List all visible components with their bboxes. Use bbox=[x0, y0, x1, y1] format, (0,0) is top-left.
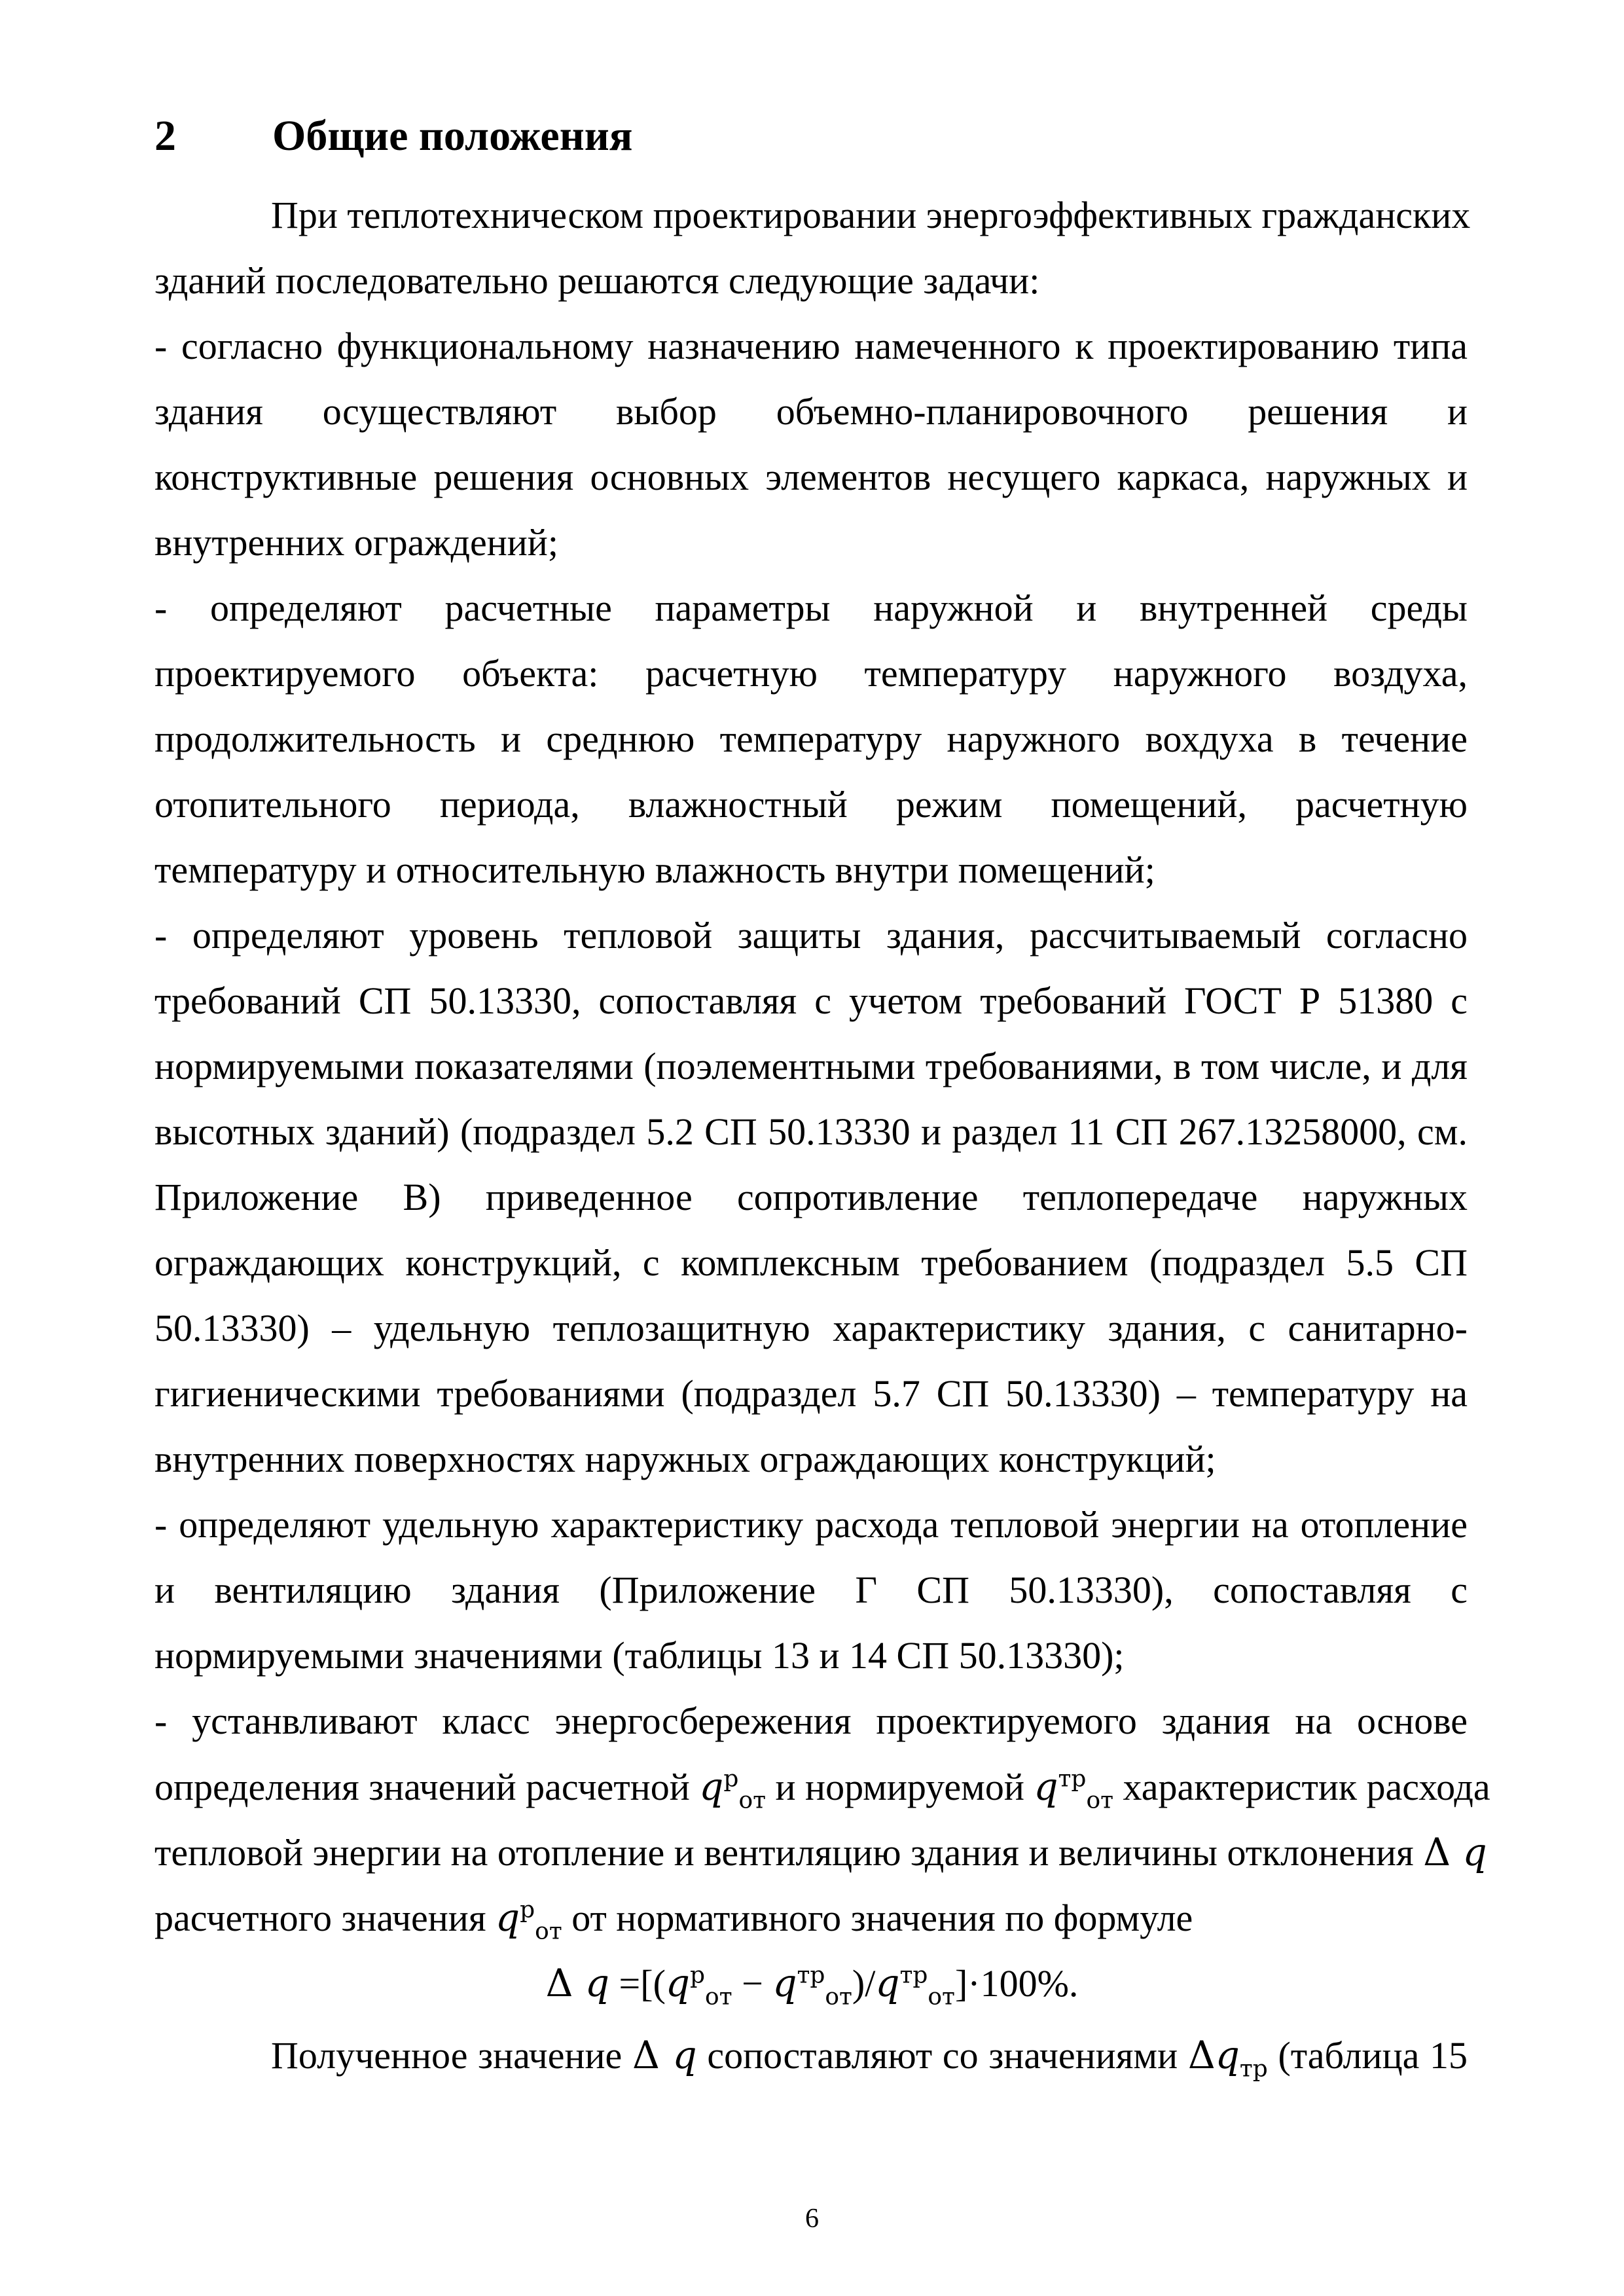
math-delta-q: Δ q bbox=[632, 2033, 697, 2077]
math-q-calc: $q^р_{от}$ bbox=[496, 1895, 562, 1945]
page-number: 6 bbox=[805, 2204, 819, 2234]
text-line: здания осуществляют выбор объемно-планировочного решения и bbox=[154, 390, 1468, 433]
text-line: - определяют уровень тепловой защиты здания, рассчитываемый согласно bbox=[154, 914, 1468, 957]
text-line: требований СП 50.13330, сопоставляя с учетом требований ГОСТ Р 51380 с bbox=[154, 979, 1468, 1022]
text-line: нормируемыми значениями (таблицы 13 и 14 СП 50.13330); bbox=[154, 1634, 1125, 1677]
text-line: 50.13330) – удельную теплозащитную характеристику здания, с санитарно- bbox=[154, 1307, 1468, 1349]
text-line: и вентиляцию здания (Приложение Г СП 50.13330), сопоставляя с bbox=[154, 1569, 1468, 1611]
text-line-with-math: тепловой энергии на отопление и вентиляцию здания и величины отклонения Δ q bbox=[154, 1830, 1487, 1874]
text-line: отопительного периода, влажностный режим помещений, расчетную bbox=[154, 783, 1468, 826]
text-line: - определяют расчетные параметры наружной и внутренней среды bbox=[154, 587, 1468, 629]
section-number: 2 bbox=[154, 112, 176, 160]
formula: Δ $q =[(q^р_{от} - q^{тр}_{от})/q^{тр}_{от}]\cdot 100\%$. bbox=[545, 1961, 1079, 2011]
text-line: высотных зданий) (подраздел 5.2 СП 50.13330 и раздел 11 СП 267.13258000, см. bbox=[154, 1110, 1468, 1153]
text-line: - согласно функциональному назначению намеченного к проектированию типа bbox=[154, 325, 1468, 367]
text-line: температуру и относительную влажность внутри помещений; bbox=[154, 848, 1155, 891]
text-line: конструктивные решения основных элементов несущего каркаса, наружных и bbox=[154, 456, 1468, 498]
text-line: гигиеническими требованиями (подраздел 5.7 СП 50.13330) – температуру на bbox=[154, 1372, 1468, 1415]
text-line: проектируемого объекта: расчетную температуру наружного воздуха, bbox=[154, 652, 1468, 695]
text-line: При теплотехническом проектировании энергоэффективных гражданских bbox=[271, 194, 1471, 236]
text-line: ограждающих конструкций, с комплексным требованием (подраздел 5.5 СП bbox=[154, 1241, 1468, 1284]
section-title: Общие положения bbox=[272, 112, 633, 160]
text-line-with-math: Полученное значение Δ q сопоставляют со значениями $\Delta q_{тр}$ (таблица 15 bbox=[271, 2033, 1468, 2083]
text-line: продолжительность и среднюю температуру наружного вохдуха в течение bbox=[154, 718, 1468, 760]
math-q-calc: $q^р_{от}$ bbox=[699, 1764, 766, 1814]
section-heading bbox=[154, 111, 632, 161]
text-line-with-math: расчетного значения $q^р_{от}$ от нормативного значения по формуле bbox=[154, 1895, 1193, 1945]
text-line: зданий последовательно решаются следующие задачи: bbox=[154, 259, 1040, 302]
text-line-with-math: определения значений расчетной $q^р_{от}$ и нормируемой $q^{тр}_{от}$ характеристик расхода bbox=[154, 1764, 1490, 1814]
text-line: - устанвливают класс энергосбережения проектируемого здания на основе bbox=[154, 1700, 1468, 1742]
text-line: Приложение В) приведенное сопротивление теплопередаче наружных bbox=[154, 1176, 1468, 1218]
math-delta-q-tr: $\Delta q_{тр}$ bbox=[1187, 2033, 1268, 2083]
text-line: нормируемыми показателями (поэлементными требованиями, в том числе, и для bbox=[154, 1045, 1468, 1087]
math-q-norm: $q^{тр}_{от}$ bbox=[1034, 1764, 1113, 1814]
text-line: - определяют удельную характеристику расхода тепловой энергии на отопление bbox=[154, 1503, 1468, 1546]
text-line: внутренних поверхностях наружных ограждающих конструкций; bbox=[154, 1438, 1216, 1480]
text-line: внутренних ограждений; bbox=[154, 521, 558, 564]
math-delta-q: Δ q bbox=[1423, 1830, 1487, 1874]
